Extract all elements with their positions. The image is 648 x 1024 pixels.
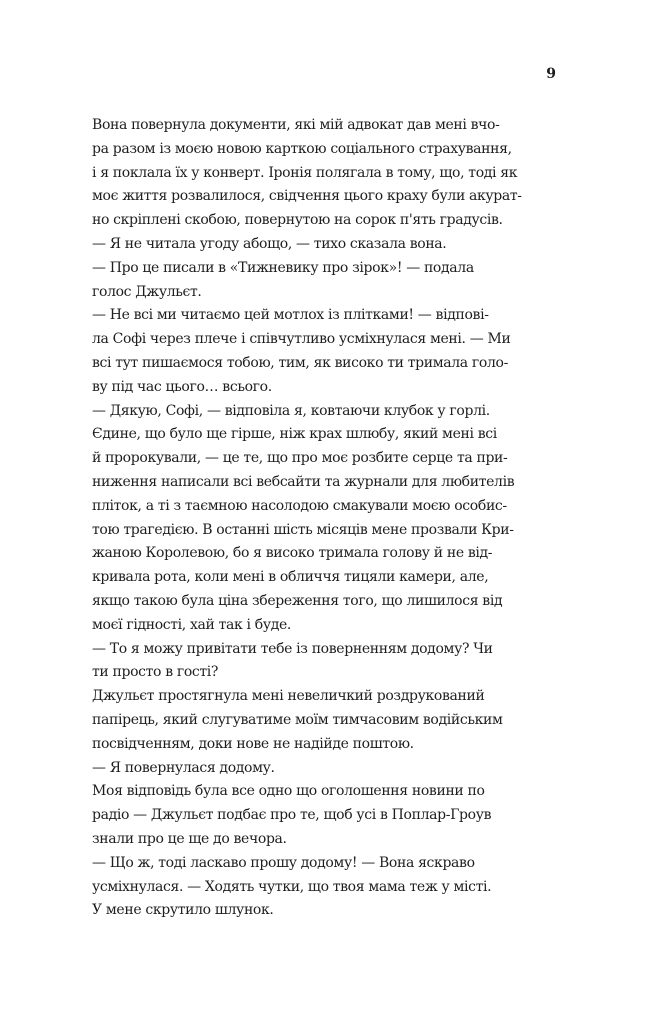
text-line: но скріплені скобою, повернутою на сорок п'ять градусів. bbox=[92, 212, 503, 229]
body-text bbox=[92, 114, 562, 923]
text-line: всі тут пишаємося тобою, тим, як високо ти тримала голо- bbox=[92, 354, 508, 371]
text-line: моє життя розвалилося, свідчення цього краху були акурат- bbox=[92, 188, 522, 205]
text-line: — Дякую, Софі, — відповіла я, ковтаючи клубок у горлі. bbox=[92, 402, 490, 419]
text-line: й пророкували, — це те, що про моє розбите серце та при- bbox=[92, 450, 508, 467]
text-line: — То я можу привітати тебе із поверненням додому? Чи bbox=[92, 640, 493, 657]
text-line: моєї гідності, хай так і буде. bbox=[92, 616, 292, 633]
paragraph bbox=[92, 304, 562, 399]
paragraph bbox=[92, 257, 562, 305]
text-line: голос Джульєт. bbox=[92, 283, 202, 300]
paragraph bbox=[92, 685, 562, 756]
paragraph bbox=[92, 423, 562, 637]
text-line: пліток, а ті з таємною насолодою смакували моєю особис- bbox=[92, 497, 507, 514]
paragraph bbox=[92, 899, 562, 923]
text-line: ти просто в гості? bbox=[92, 664, 219, 681]
text-line: якщо такою була ціна збереження того, що лишилося від bbox=[92, 592, 503, 609]
text-line: папірець, який слугуватиме моїм тимчасовим водійським bbox=[92, 711, 503, 728]
text-line: — Не всі ми читаємо цей мотлох із плітками! — відпові- bbox=[92, 307, 489, 324]
paragraph bbox=[92, 757, 562, 781]
text-line: ла Софі через плече і співчутливо усміхнулася мені. — Ми bbox=[92, 331, 511, 348]
text-line: усміхнулася. — Ходять чутки, що твоя мама теж у місті. bbox=[92, 878, 492, 895]
text-line: Вона повернула документи, які мій адвокат дав мені вчо- bbox=[92, 117, 500, 133]
text-line: жаною Королевою, бо я високо тримала голову й не від- bbox=[92, 545, 493, 562]
text-line: — Про це писали в «Тижневику про зірок»! — подала bbox=[92, 259, 474, 276]
text-line: кривала рота, коли мені в обличчя тицяли камери, але, bbox=[92, 569, 489, 586]
text-line: радіо — Джульєт подбає про те, щоб усі в Поплар-Гроув bbox=[92, 807, 492, 824]
text-line: ниження написали всі вебсайти та журнали для любителів bbox=[92, 473, 515, 490]
paragraph bbox=[92, 638, 562, 686]
text-line: Єдине, що було ще гірше, ніж крах шлюбу, який мені всі bbox=[92, 426, 497, 443]
text-line: знали про це ще до вечора. bbox=[92, 830, 287, 847]
text-line: ра разом із моєю новою карткою соціального страхування, bbox=[92, 140, 512, 157]
text-line: Моя відповідь була все одно що оголошення новини по bbox=[92, 783, 485, 800]
text-line: тою трагедією. В останні шість місяців мене прозвали Кри- bbox=[92, 521, 514, 538]
text-line: — Я не читала угоду абощо, — тихо сказала вона. bbox=[92, 235, 447, 252]
paragraph bbox=[92, 233, 562, 257]
text-line: У мене скрутило шлунок. bbox=[92, 902, 274, 919]
text-line: посвідченням, доки нове не надійде поштою. bbox=[92, 735, 414, 752]
paragraph bbox=[92, 852, 562, 900]
text-line: — Що ж, тоді ласкаво прошу додому! — Вона яскраво bbox=[92, 854, 475, 871]
text-line: і я поклала їх у конверт. Іронія полягала в тому, що, тоді як bbox=[92, 164, 518, 181]
paragraph bbox=[92, 400, 562, 424]
text-line: Джульєт простягнула мені невеличкий роздрукований bbox=[92, 688, 485, 705]
paragraph bbox=[92, 780, 562, 851]
text-line: ву під час цього… всього. bbox=[92, 378, 272, 395]
page-number: 9 bbox=[546, 66, 556, 82]
paragraph bbox=[92, 114, 562, 233]
text-line: — Я повернулася додому. bbox=[92, 759, 275, 776]
